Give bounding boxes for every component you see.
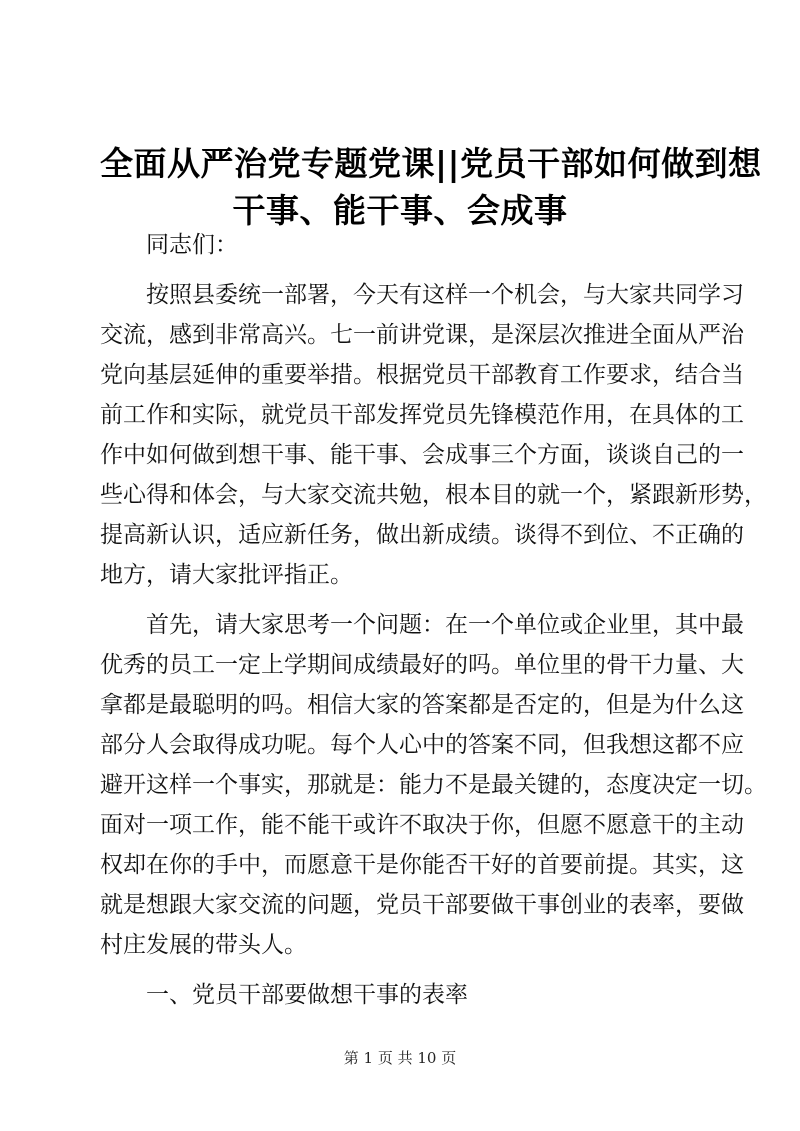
paragraph-line: 按照县委统一部署，今天有这样一个机会，与大家共同学习 [146,282,744,308]
paragraph-line: 前工作和实际，就党员干部发挥党员先锋模范作用，在具体的工 [100,402,744,428]
paragraph-line: 些心得和体会，与大家交流共勉，根本目的就一个，紧跟新形势， [100,482,767,508]
paragraph-line: 优秀的员工一定上学期间成绩最好的吗。单位里的骨干力量、大 [100,652,744,678]
paragraph-line: 拿都是最聪明的吗。相信大家的答案都是否定的，但是为什么这 [100,692,744,718]
paragraph-line: 作中如何做到想干事、能干事、会成事三个方面，谈谈自己的一 [100,442,744,468]
title-line: 干事、能干事、会成事 [232,191,568,230]
document-title [100,140,762,234]
paragraph-2 [100,605,767,965]
section-heading: 一、党员干部要做想干事的表率 [146,982,468,1008]
paragraph-line: 交流，感到非常高兴。七一前讲党课，是深层次推进全面从严治 [100,322,744,348]
title-line: 全面从严治党专题党课||党员干部如何做到想 [100,144,762,183]
paragraph-line: 地方，请大家批评指正。 [100,562,353,588]
greeting: 同志们： [146,232,238,258]
paragraph-line: 面对一项工作，能不能干或许不取决于你，但愿不愿意干的主动 [100,812,744,838]
paragraph-line: 权却在你的手中，而愿意干是你能否干好的首要前提。其实，这 [100,852,744,878]
paragraph-line: 党向基层延伸的重要举措。根据党员干部教育工作要求，结合当 [100,362,744,388]
paragraph-line: 避开这样一个事实，那就是：能力不是最关键的，态度决定一切。 [100,772,767,798]
paragraph-line: 就是想跟大家交流的问题，党员干部要做干事创业的表率，要做 [100,892,744,918]
document-body [100,225,767,1015]
paragraph-line: 村庄发展的带头人。 [100,932,307,958]
paragraph-1 [100,275,767,595]
page-footer: 第 1 页 共 10 页 [343,1049,457,1067]
paragraph-line: 首先，请大家思考一个问题：在一个单位或企业里，其中最 [146,612,744,638]
paragraph-line: 部分人会取得成功呢。每个人心中的答案不同，但我想这都不应 [100,732,744,758]
paragraph-line: 提高新认识，适应新任务，做出新成绩。谈得不到位、不正确的 [100,522,744,548]
